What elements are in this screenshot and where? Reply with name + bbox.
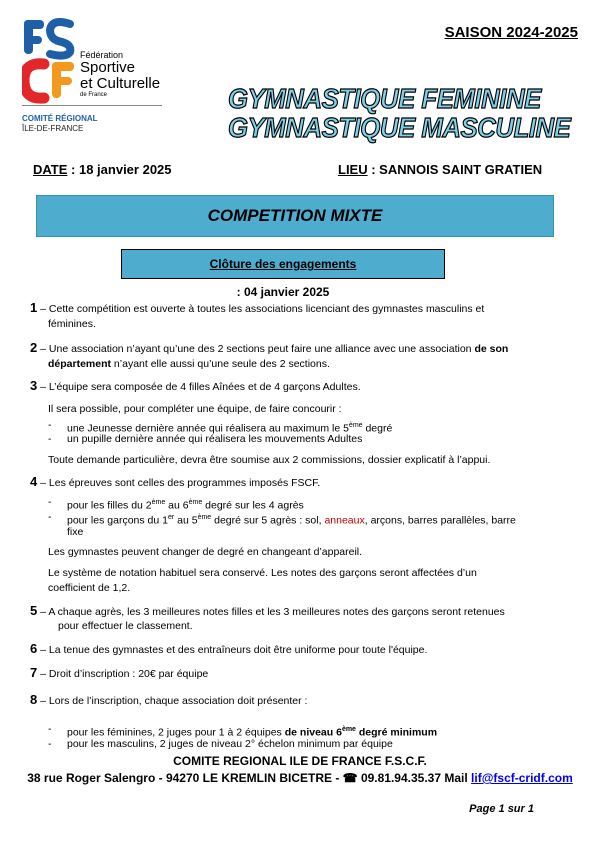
region-line1: COMITÉ RÉGIONAL [22, 114, 98, 123]
org-line4: de France [80, 92, 108, 98]
rule-number: 5 [30, 603, 38, 618]
rule-1 [30, 300, 565, 317]
event-date [33, 162, 172, 177]
rule-3-para2: Toute demande particulière, devra être soumise aux 2 commissions, dossier explicatif à l’appui. [48, 454, 491, 466]
rule-4 [30, 474, 565, 491]
rule-8 [30, 692, 565, 709]
bullet-dash: - [48, 496, 52, 508]
footer-phone: 09.81.94.35.37 Mail [357, 771, 472, 785]
text: , arçons, barres parallèles, barre [364, 514, 516, 527]
sup: ème [197, 514, 212, 521]
rule-text-bold: département [48, 358, 112, 370]
rule-number: 3 [30, 378, 38, 393]
closing-value: : 04 janvier 2025 [236, 285, 330, 299]
closing-text [122, 250, 444, 306]
rule-text: – Les épreuves sont celles des programmes imposés FSCF. [37, 477, 321, 489]
rule-5 [30, 603, 565, 620]
text: degré [362, 422, 393, 435]
text-bold: degré minimum [355, 726, 438, 739]
footer-contact [0, 771, 600, 785]
text: au 5 [174, 514, 198, 527]
rule-number: 6 [30, 641, 38, 656]
rule-text: – La tenue des gymnastes et des entraîneurs doit être uniforme pour toute l'équipe. [37, 644, 428, 656]
rule-text-bold: de son [474, 343, 509, 355]
text: au 6 [165, 499, 189, 512]
competition-banner [36, 195, 554, 237]
text: pour les féminines, 2 juges pour 1 à 2 équipes [67, 726, 285, 739]
phone-icon: ☎ [342, 771, 358, 785]
competition-title: COMPETITION MIXTE [207, 206, 383, 225]
discipline-title [228, 84, 570, 142]
rule-number: 1 [30, 300, 38, 315]
rule-2 [30, 340, 565, 357]
event-location [338, 162, 542, 177]
text: pour les filles du 2 [67, 499, 152, 512]
org-line1: Fédération [80, 50, 124, 60]
footer-org: COMITE REGIONAL ILE DE FRANCE F.S.C.F. [173, 754, 427, 768]
fscf-logo [22, 18, 167, 136]
rule-text: – Cette compétition est ouverte à toutes les associations licenciant des gymnastes masculins et [37, 303, 485, 315]
discipline-feminine: GYMNASTIQUE FEMININE [228, 83, 541, 114]
lieu-label: LIEU [338, 162, 368, 177]
rule-3 [30, 378, 565, 395]
sup: ème [188, 499, 203, 506]
sup: ème [348, 422, 363, 429]
rule-3-para: Il sera possible, pour compléter une équipe, de faire concourir : [48, 403, 342, 415]
sup: ème [341, 726, 356, 733]
text-red: anneaux [324, 514, 365, 527]
rule-6 [30, 641, 565, 658]
rule-text: – L’équipe sera composée de 4 filles Aînées et de 4 garçons Adultes. [37, 381, 361, 393]
rule-4-para2-cont: coefficient de 1,2. [48, 582, 131, 594]
footer-address: 38 rue Roger Salengro - 94270 LE KREMLIN BICETRE - [27, 771, 343, 785]
bullet-dash: - [48, 738, 52, 750]
bullet-dash: - [48, 419, 52, 431]
rule-8-item2: pour les masculins, 2 juges de niveau 2° échelon minimum par équipe [67, 738, 393, 750]
rule-7 [30, 665, 565, 682]
rule-number: 7 [30, 665, 38, 680]
season-label: SAISON 2024-2025 [444, 24, 578, 41]
rule-text: n’ayant elle aussi qu’une seule des 2 sections. [111, 358, 330, 370]
logo-divider [22, 105, 162, 106]
rule-text: – Une association n’ayant qu’une des 2 sections peut faire une alliance avec une association [37, 343, 475, 355]
text: une Jeunesse dernière année qui réalisera au maximum le 5 [67, 422, 349, 435]
rule-number: 8 [30, 692, 38, 707]
sup: ème [151, 499, 166, 506]
rule-number: 2 [30, 340, 38, 355]
rule-text: – Lors de l’inscription, chaque association doit présenter : [37, 695, 308, 707]
fscf-logo-mark [22, 18, 78, 104]
discipline-masculine: GYMNASTIQUE MASCULINE [228, 112, 571, 143]
bullet-dash: - [48, 433, 52, 445]
rule-text: – A chaque agrès, les 3 meilleures notes filles et les 3 meilleures notes des garçons seront retenues [37, 606, 505, 618]
page-number: Page 1 sur 1 [469, 803, 534, 815]
text: pour les garçons du 1 [67, 514, 168, 527]
text-bold: de niveau 6 [284, 726, 342, 739]
lieu-value: : SANNOIS SAINT GRATIEN [367, 162, 543, 177]
rule-text: – Droit d’inscription : 20€ par équipe [37, 668, 209, 680]
text: degré sur les 4 agrès [202, 499, 304, 512]
closing-box [121, 249, 445, 299]
bullet-dash: - [48, 723, 52, 735]
org-line2: Sportive [80, 59, 136, 76]
rule-4-para1: Les gymnastes peuvent changer de degré en changeant d’appareil. [48, 546, 363, 558]
rule-1-cont: féminines. [48, 318, 96, 330]
rule-2-cont [48, 357, 568, 372]
region-line2: ÎLE-DE-FRANCE [22, 124, 84, 133]
org-line3: et Culturelle [80, 75, 161, 92]
sup: er [167, 514, 175, 521]
closing-label: Clôture des engagements [209, 257, 357, 271]
rule-4-item2-cont: fixe [67, 526, 84, 538]
text: degré sur 5 agrès : sol, [211, 514, 325, 527]
rule-number: 4 [30, 474, 38, 489]
rule-4-para2: Le système de notation habituel sera conservé. Les notes des garçons seront affectées d’un [48, 567, 477, 579]
rule-3-item2: un pupille dernière année qui réalisera les mouvements Adultes [67, 433, 363, 445]
date-value: : 18 janvier 2025 [67, 162, 172, 177]
bullet-dash: - [48, 511, 52, 523]
footer-email-link[interactable]: lif@fscf-cridf.com [471, 771, 573, 785]
rule-5-cont: pour effectuer le classement. [58, 620, 193, 632]
date-label: DATE [33, 162, 68, 177]
